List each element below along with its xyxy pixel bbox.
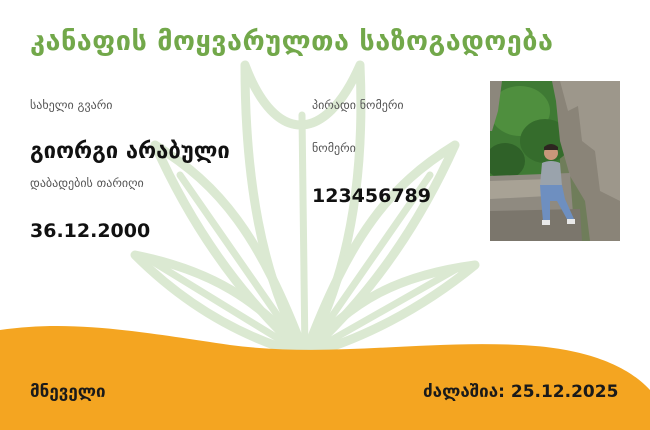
number-value: 123456789 (312, 185, 431, 207)
expiry-date: 25.12.2025 (510, 382, 619, 402)
member-photo (490, 81, 620, 241)
member-label: მნეველი (30, 382, 106, 402)
birth-date-label: დაბადების თარიღი (30, 176, 144, 190)
expiry (423, 382, 618, 402)
birth-date-value: 36.12.2000 (30, 220, 151, 242)
name-label: სახელი გვარი (30, 98, 113, 112)
card-title: კანაფის მოყვარულთა საზოგადოება (30, 26, 554, 57)
name-value: გიორგი არაბული (30, 139, 230, 164)
personal-number-label: პირადი ნომერი (312, 98, 404, 112)
expiry-label: ძალაშია: (423, 382, 505, 402)
number-label: ნომერი (312, 141, 356, 155)
